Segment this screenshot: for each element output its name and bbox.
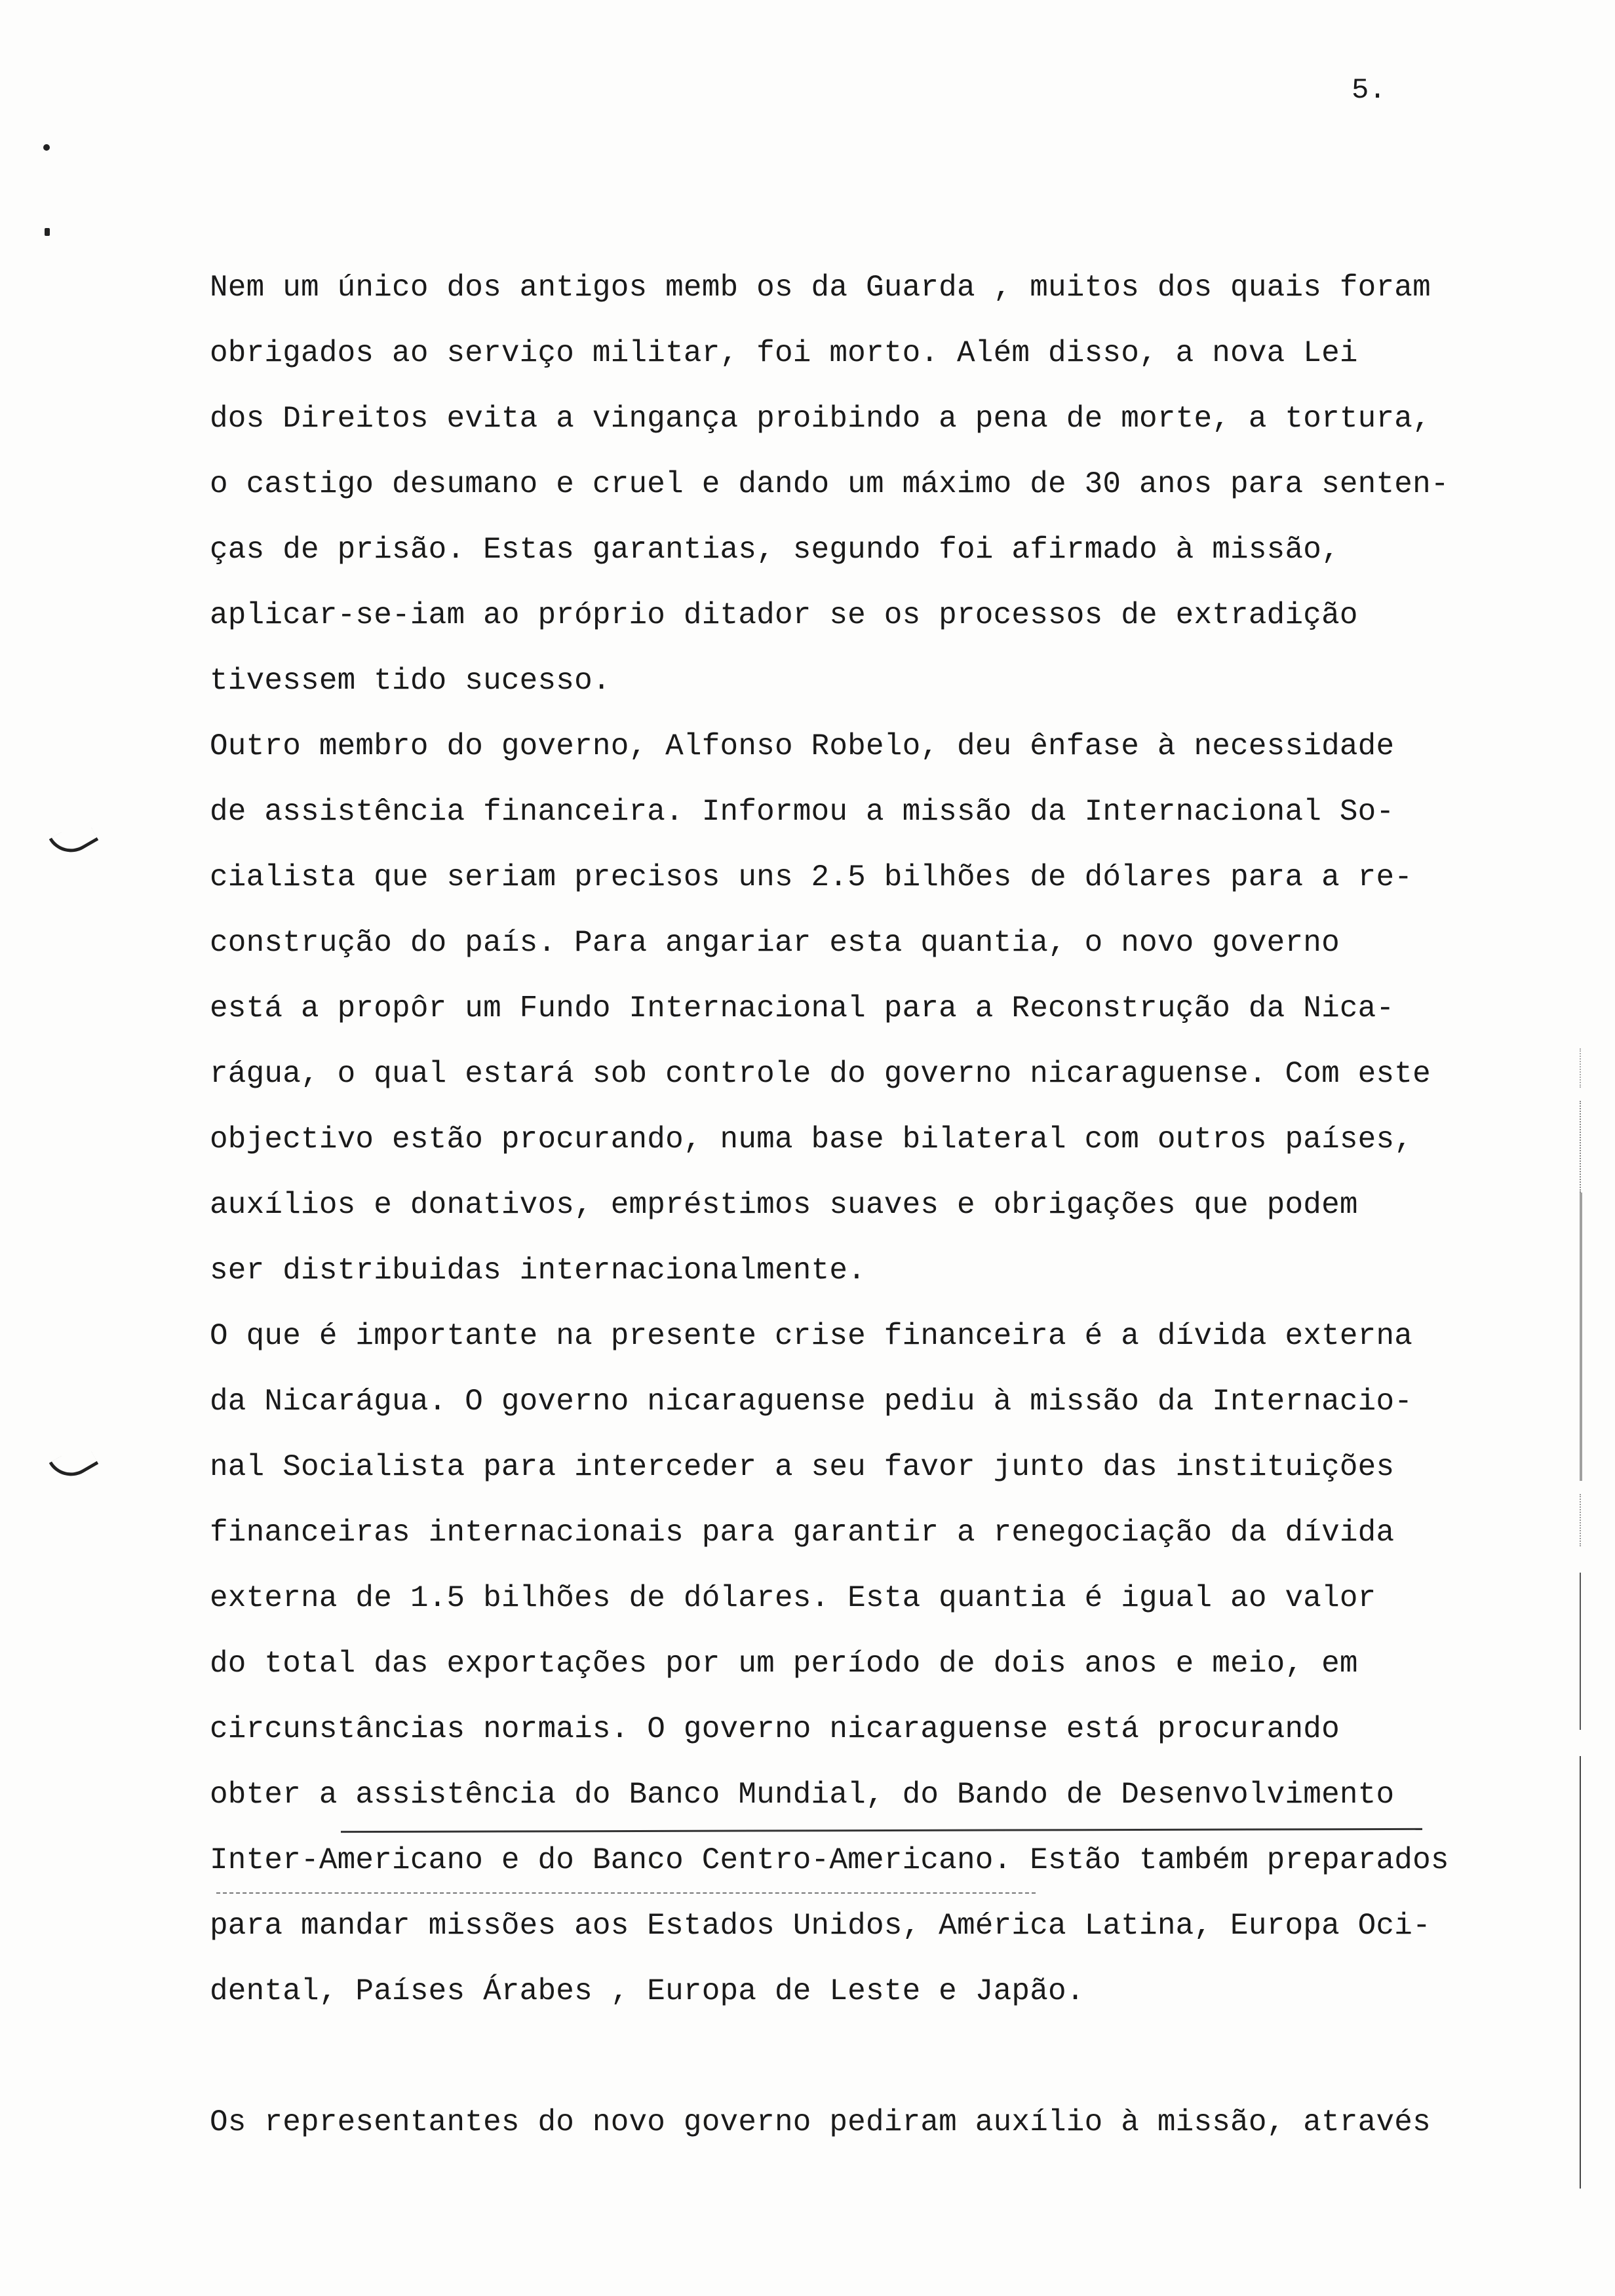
text-line: dental, Países Árabes , Europa de Leste e Japão. [210,1974,1085,2008]
text-line: Outro membro do governo, Alfonso Robelo, deu ênfase à necessidade [210,729,1395,763]
text-line: Inter-Americano e do Banco Centro-Americano. Estão também preparados [210,1843,1449,1877]
text-line: está a propôr um Fundo Internacional para a Reconstrução da Nica- [210,991,1395,1025]
text-line: tivessem tido sucesso. [210,664,611,698]
margin-check-mark [49,818,99,861]
margin-dot-mark [43,144,50,151]
text-line: ças de prisão. Estas garantias, segundo foi afirmado à missão, [210,533,1340,567]
text-line: objectivo estão procurando, numa base bilateral com outros países, [210,1122,1413,1157]
text-line: Os representantes do novo governo pediram auxílio à missão, através [210,2105,1431,2139]
scan-edge-artifact [1580,1573,1587,1730]
text-line: o castigo desumano e cruel e dando um máximo de 30 anos para senten- [210,467,1449,501]
text-line: circunstâncias normais. O governo nicaraguense está procurando [210,1712,1340,1746]
text-line: de assistência financeira. Informou a missão da Internacional So- [210,795,1395,829]
text-line: ser distribuidas internacionalmente. [210,1253,866,1288]
scan-edge-artifact [1580,1756,1587,2189]
text-line: aplicar-se-iam ao próprio ditador se os processos de extradição [210,598,1358,632]
text-line: rágua, o qual estará sob controle do governo nicaraguense. Com este [210,1057,1431,1091]
text-line: O que é importante na presente crise financeira é a dívida externa [210,1319,1413,1353]
text-line: Nem um único dos antigos memb os da Guarda , muitos dos quais foram [210,271,1431,305]
text-line: nal Socialista para interceder a seu favor junto das instituições [210,1450,1395,1484]
scan-edge-artifact [1580,1193,1589,1481]
text-line: dos Direitos evita a vingança proibindo a pena de morte, a tortura, [210,402,1431,436]
margin-tick-mark [45,228,50,236]
scan-edge-artifact [1580,1048,1587,1088]
page-number: 5. [1352,74,1386,107]
text-line: para mandar missões aos Estados Unidos, América Latina, Europa Oci- [210,1909,1431,1943]
text-line: obrigados ao serviço militar, foi morto. Além disso, a nova Lei [210,336,1358,370]
scan-edge-artifact [1580,1101,1587,1193]
handwritten-underline [341,1828,1422,1833]
text-line: obter a assistência do Banco Mundial, do Bando de Desenvolvimento [210,1778,1395,1812]
margin-check-mark [49,1442,99,1485]
text-line: financeiras internacionais para garantir a renegociação da dívida [210,1516,1395,1550]
text-line: da Nicarágua. O governo nicaraguense pediu à missão da Internacio- [210,1385,1413,1419]
text-line: auxílios e donativos, empréstimos suaves e obrigações que podem [210,1188,1358,1222]
scan-edge-artifact [1580,1494,1587,1546]
handwritten-underline [216,1892,1036,1894]
text-line: externa de 1.5 bilhões de dólares. Esta quantia é igual ao valor [210,1581,1376,1615]
text-line: construção do país. Para angariar esta quantia, o novo governo [210,926,1340,960]
text-line: cialista que seriam precisos uns 2.5 bilhões de dólares para a re- [210,860,1413,894]
text-line: do total das exportações por um período de dois anos e meio, em [210,1647,1358,1681]
